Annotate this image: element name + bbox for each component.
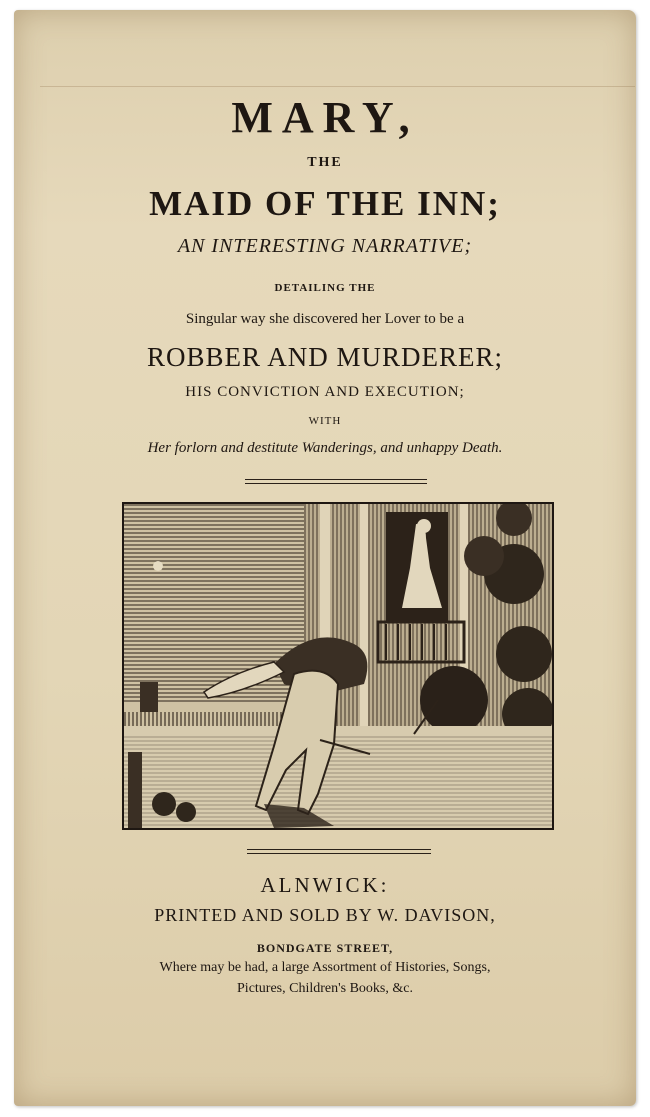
divider-rule-bottom	[247, 849, 431, 854]
title-the: THE	[307, 155, 343, 170]
woodcut-illustration	[122, 502, 554, 830]
paper-fold	[40, 86, 635, 87]
robber-murderer-line: ROBBER AND MURDERER;	[146, 342, 504, 372]
imprint-where-line1: Where may be had, a large Assortment of Histories, Songs,	[159, 960, 491, 975]
detailing-line: DETAILING THE	[274, 282, 376, 294]
imprint-place: ALNWICK:	[260, 873, 390, 897]
subtitle: AN INTERESTING NARRATIVE;	[177, 235, 473, 257]
title-mary: MARY,	[231, 93, 419, 142]
singular-line: Singular way she discovered her Lover to be a	[185, 311, 465, 327]
title-maid-of-the-inn: MAID OF THE INN;	[149, 184, 501, 223]
conviction-line: HIS CONVICTION AND EXECUTION;	[185, 384, 465, 400]
imprint-street: BONDGATE STREET,	[256, 941, 394, 955]
with-line: WITH	[308, 415, 342, 427]
imprint-where-line2: Pictures, Children's Books, &c.	[237, 981, 413, 996]
forlorn-line: Her forlorn and destitute Wanderings, and unhappy Death.	[147, 440, 503, 456]
divider-rule-top	[245, 479, 427, 484]
imprint-printer: PRINTED AND SOLD BY W. DAVISON,	[154, 905, 496, 925]
